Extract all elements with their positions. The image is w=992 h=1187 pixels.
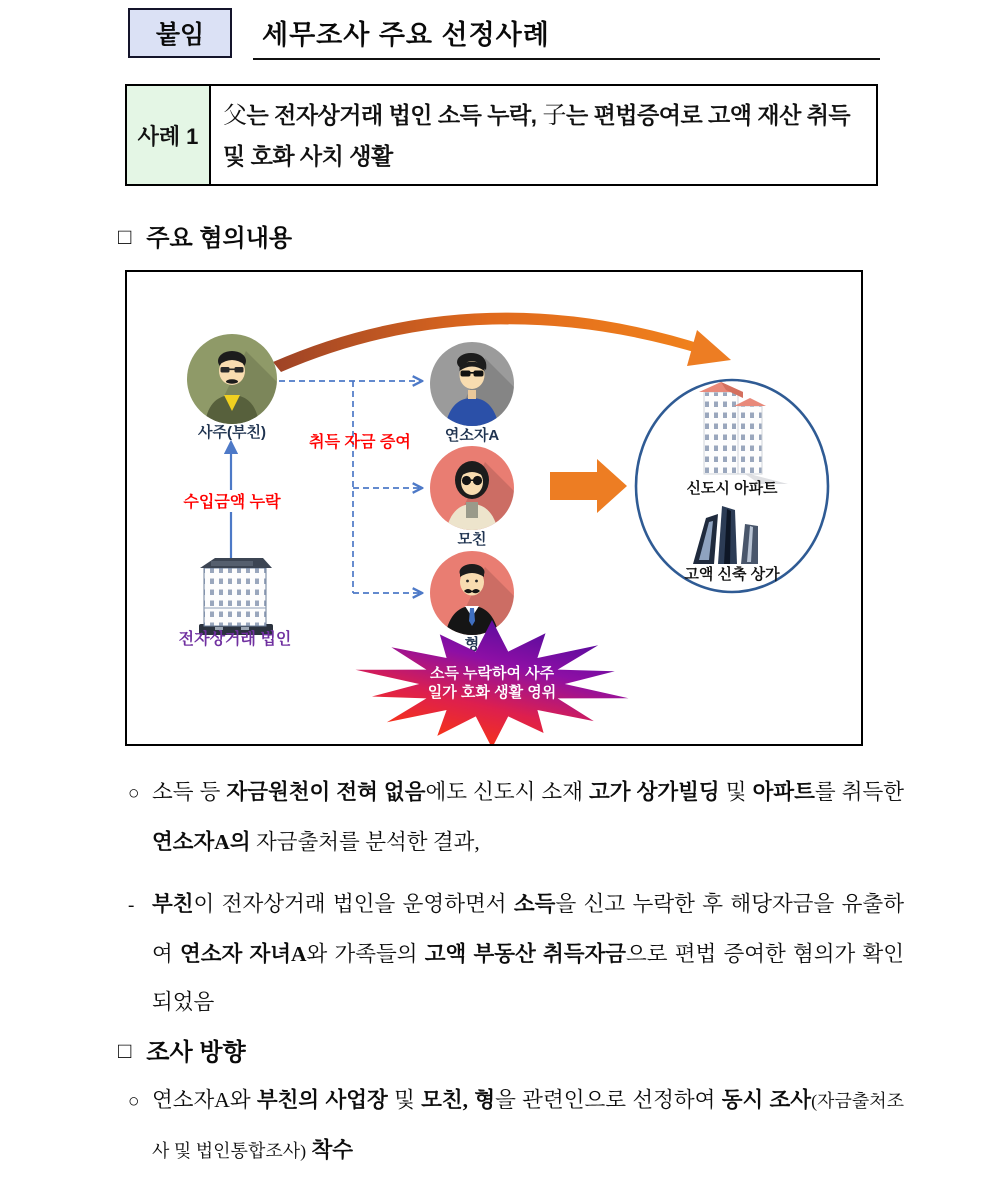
circle-bullet-icon: ○ bbox=[128, 783, 140, 804]
minor-a-avatar bbox=[430, 342, 515, 427]
case-table bbox=[125, 84, 878, 186]
page-title: 세무조사 주요 선정사례 bbox=[262, 20, 550, 50]
suspicion-paragraph-2-text: 부친이 전자상거래 법인을 운영하면서 소득을 신고 누락한 후 해당자금을 유출하여 연소자 자녀A와 가족들의 고액 부동산 취득자금으로 편법 증여한 혐의가 확인되었음 bbox=[152, 892, 904, 1014]
section-direction-header bbox=[118, 1032, 246, 1067]
brother-label: 형 bbox=[464, 636, 480, 653]
suspicion-paragraph-1-text: 소득 등 자금원천이 전혀 없음에도 신도시 소재 고가 상가빌딩 및 아파트를 취득한 연소자A의 자금출처를 분석한 결과, bbox=[152, 780, 905, 854]
square-bullet-icon: □ bbox=[118, 1038, 132, 1063]
circle-bullet-icon: ○ bbox=[128, 1091, 140, 1112]
diagram-canvas bbox=[127, 272, 861, 744]
attachment-badge bbox=[128, 8, 232, 58]
square-bullet-icon: □ bbox=[118, 224, 132, 249]
dash-bullet-icon: - bbox=[128, 895, 135, 916]
mall-label: 고액 신축 상가 bbox=[684, 566, 780, 583]
luxury-life-burst bbox=[356, 620, 629, 744]
suspicion-diagram bbox=[125, 270, 863, 746]
case-number-cell: 사례 1 bbox=[127, 86, 211, 184]
minor-a-label: 연소자A bbox=[444, 427, 500, 444]
attachment-badge-label: 붙임 bbox=[155, 21, 205, 49]
acquisition-block-arrow bbox=[550, 459, 627, 513]
burst-line2: 일가 호화 생활 영위 bbox=[427, 684, 557, 701]
father-avatar bbox=[187, 334, 278, 425]
section-suspicion-title: 주요 혐의내용 bbox=[146, 225, 293, 252]
fund-gift-label: 취득 자금 증여 bbox=[309, 434, 411, 451]
apartment-label: 신도시 아파트 bbox=[686, 480, 778, 497]
company-building-icon bbox=[199, 558, 273, 635]
section-direction-title: 조사 방향 bbox=[146, 1039, 246, 1066]
title-underline bbox=[253, 58, 880, 60]
svg-text:수입금액 누락: 수입금액 누락 bbox=[183, 494, 281, 511]
mother-label: 모친 bbox=[457, 531, 487, 548]
brother-avatar bbox=[430, 551, 515, 636]
mother-avatar bbox=[430, 446, 515, 531]
suspicion-paragraph-2 bbox=[128, 880, 904, 1026]
section-suspicion-header bbox=[118, 218, 292, 253]
case-title-cell: 父는 전자상거래 법인 소득 누락, 子는 편법증여로 고액 재산 취득 및 호화 사치 생활 bbox=[223, 102, 851, 169]
suspicion-paragraph-1 bbox=[128, 768, 904, 866]
direction-paragraph bbox=[128, 1076, 904, 1175]
gift-fund-arrows bbox=[279, 381, 421, 593]
father-label: 사주(부친) bbox=[198, 424, 266, 441]
burst-line1: 소득 누락하여 사주 bbox=[429, 665, 555, 682]
income-omission-label bbox=[173, 490, 293, 512]
company-label: 전자상거래 법인 bbox=[178, 631, 292, 648]
direction-paragraph-text: 연소자A와 부친의 사업장 및 모친, 형을 관련인으로 선정하여 동시 조사(자금출처조사 및 법인통합조사) 착수 bbox=[152, 1088, 904, 1162]
